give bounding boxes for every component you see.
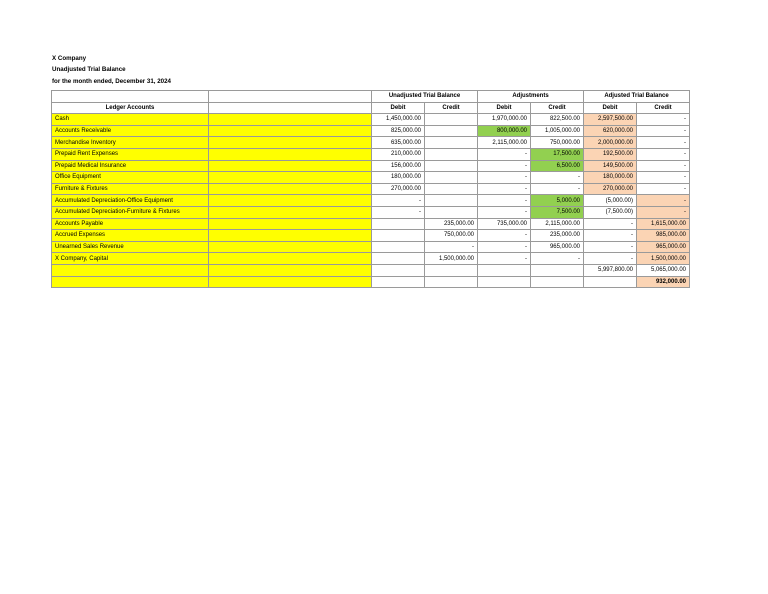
total-debit-cell[interactable]: 5,997,800.00 xyxy=(584,264,637,276)
value-cell-ud[interactable]: 270,000.00 xyxy=(372,183,425,195)
value-cell-tbc[interactable]: - xyxy=(637,114,690,126)
value-cell-ac[interactable]: 17,500.00 xyxy=(531,148,584,160)
table-row xyxy=(52,218,690,230)
cell-empty[interactable] xyxy=(478,264,531,276)
cell-empty[interactable] xyxy=(209,206,372,218)
value-cell-ad[interactable]: - xyxy=(478,195,531,207)
account-name-cell[interactable]: X Company, Capital xyxy=(52,253,209,265)
cell-empty[interactable] xyxy=(209,183,372,195)
column-header-row xyxy=(52,102,690,114)
value-cell-ud[interactable] xyxy=(372,230,425,242)
column-adjusted-debit[interactable]: Debit xyxy=(584,102,637,114)
table-row xyxy=(52,230,690,242)
cell-empty[interactable] xyxy=(372,276,425,288)
table-row xyxy=(52,114,690,126)
report-period: for the month ended, December 31, 2024 xyxy=(52,78,171,85)
value-cell-tbc[interactable]: - xyxy=(637,160,690,172)
value-cell-tbc[interactable]: 1,500,000.00 xyxy=(637,253,690,265)
cell-empty[interactable] xyxy=(425,264,478,276)
account-name-cell[interactable]: Prepaid Rent Expenses xyxy=(52,148,209,160)
value-cell-ud[interactable] xyxy=(372,241,425,253)
value-cell-uc[interactable] xyxy=(425,195,478,207)
trial-balance-table xyxy=(51,90,690,288)
column-adjusted-credit[interactable]: Credit xyxy=(637,102,690,114)
table-row xyxy=(52,206,690,218)
table-row xyxy=(52,241,690,253)
value-cell-tbc[interactable]: - xyxy=(637,183,690,195)
cell-empty[interactable] xyxy=(209,114,372,126)
account-name-cell[interactable]: Accrued Expenses xyxy=(52,230,209,242)
cell-empty[interactable] xyxy=(209,148,372,160)
value-cell-ad[interactable]: 1,970,000.00 xyxy=(478,114,531,126)
cell-empty[interactable] xyxy=(209,91,372,103)
cell-empty[interactable] xyxy=(584,276,637,288)
value-cell-ad[interactable]: - xyxy=(478,160,531,172)
account-name-cell[interactable]: Accounts Payable xyxy=(52,218,209,230)
column-unadjusted-debit[interactable]: Debit xyxy=(372,102,425,114)
table-row xyxy=(52,253,690,265)
value-cell-tbd[interactable]: (5,000.00) xyxy=(584,195,637,207)
value-cell-tbd[interactable]: 2,000,000.00 xyxy=(584,137,637,149)
value-cell-uc[interactable] xyxy=(425,125,478,137)
value-cell-ad[interactable]: - xyxy=(478,253,531,265)
value-cell-ac[interactable]: - xyxy=(531,183,584,195)
cell-empty[interactable] xyxy=(209,264,372,276)
value-cell-tbc[interactable]: - xyxy=(637,125,690,137)
value-cell-tbd[interactable]: - xyxy=(584,241,637,253)
report-title: Unadjusted Trial Balance xyxy=(52,66,126,73)
cell-empty[interactable] xyxy=(209,195,372,207)
value-cell-ud[interactable] xyxy=(372,253,425,265)
cell-empty[interactable] xyxy=(52,276,209,288)
value-cell-tbd[interactable]: 620,000.00 xyxy=(584,125,637,137)
cell-empty[interactable] xyxy=(209,253,372,265)
table-row xyxy=(52,125,690,137)
table-row xyxy=(52,172,690,184)
value-cell-tbd[interactable]: (7,500.00) xyxy=(584,206,637,218)
value-cell-uc[interactable]: - xyxy=(425,241,478,253)
value-cell-uc[interactable]: 235,000.00 xyxy=(425,218,478,230)
value-cell-ac[interactable]: 6,500.00 xyxy=(531,160,584,172)
value-cell-tbd[interactable]: - xyxy=(584,253,637,265)
totals-row xyxy=(52,264,690,276)
account-name-cell[interactable]: Prepaid Medical Insurance xyxy=(52,160,209,172)
value-cell-ad[interactable]: - xyxy=(478,172,531,184)
value-cell-uc[interactable]: 750,000.00 xyxy=(425,230,478,242)
account-name-cell[interactable]: Furniture & Fixtures xyxy=(52,183,209,195)
value-cell-uc[interactable]: 1,500,000.00 xyxy=(425,253,478,265)
value-cell-tbc[interactable]: - xyxy=(637,195,690,207)
company-name: X Company xyxy=(52,55,87,62)
value-cell-ac[interactable]: 822,500.00 xyxy=(531,114,584,126)
value-cell-ad[interactable]: 800,000.00 xyxy=(478,125,531,137)
value-cell-ad[interactable]: - xyxy=(478,206,531,218)
value-cell-tbc[interactable]: - xyxy=(637,206,690,218)
cell-empty[interactable] xyxy=(209,125,372,137)
account-name-cell[interactable]: Accounts Receivable xyxy=(52,125,209,137)
value-cell-tbd[interactable]: 270,000.00 xyxy=(584,183,637,195)
column-ledger-accounts[interactable]: Ledger Accounts xyxy=(52,102,209,114)
cell-empty[interactable] xyxy=(209,230,372,242)
account-name-cell[interactable]: Accumulated Depreciation-Office Equipment xyxy=(52,195,209,207)
value-cell-tbc[interactable]: - xyxy=(637,148,690,160)
cell-empty[interactable] xyxy=(478,276,531,288)
value-cell-ad[interactable]: - xyxy=(478,183,531,195)
value-cell-ad[interactable]: - xyxy=(478,148,531,160)
account-name-cell[interactable]: Merchandise Inventory xyxy=(52,137,209,149)
value-cell-ad[interactable]: - xyxy=(478,241,531,253)
column-adjustments-debit[interactable]: Debit xyxy=(478,102,531,114)
cell-empty[interactable] xyxy=(52,264,209,276)
cell-empty[interactable] xyxy=(52,91,209,103)
value-cell-tbc[interactable]: - xyxy=(637,172,690,184)
cell-empty[interactable] xyxy=(209,276,372,288)
value-cell-ud[interactable]: 156,000.00 xyxy=(372,160,425,172)
value-cell-ac[interactable]: 5,000.00 xyxy=(531,195,584,207)
value-cell-ud[interactable]: - xyxy=(372,195,425,207)
account-name-cell[interactable]: Accumulated Depreciation-Furniture & Fixtures xyxy=(52,206,209,218)
value-cell-tbd[interactable]: 2,597,500.00 xyxy=(584,114,637,126)
value-cell-tbd[interactable]: - xyxy=(584,218,637,230)
cell-empty[interactable] xyxy=(372,264,425,276)
difference-row xyxy=(52,276,690,288)
value-cell-tbc[interactable]: 1,615,000.00 xyxy=(637,218,690,230)
value-cell-uc[interactable] xyxy=(425,160,478,172)
value-cell-ac[interactable]: 750,000.00 xyxy=(531,137,584,149)
value-cell-ud[interactable]: 635,000.00 xyxy=(372,137,425,149)
cell-empty[interactable] xyxy=(425,276,478,288)
value-cell-tbd[interactable]: - xyxy=(584,230,637,242)
group-header-row xyxy=(52,91,690,103)
cell-empty[interactable] xyxy=(531,276,584,288)
value-cell-uc[interactable] xyxy=(425,206,478,218)
value-cell-ac[interactable]: - xyxy=(531,253,584,265)
value-cell-tbc[interactable]: 985,000.00 xyxy=(637,230,690,242)
value-cell-ad[interactable]: 2,115,000.00 xyxy=(478,137,531,149)
value-cell-ac[interactable]: 2,115,000.00 xyxy=(531,218,584,230)
group-adjusted[interactable]: Adjusted Trial Balance xyxy=(584,91,690,103)
value-cell-uc[interactable] xyxy=(425,183,478,195)
group-adjustments[interactable]: Adjustments xyxy=(478,91,584,103)
value-cell-ud[interactable]: 1,450,000.00 xyxy=(372,114,425,126)
value-cell-ac[interactable]: 1,005,000.00 xyxy=(531,125,584,137)
value-cell-ud[interactable]: 825,000.00 xyxy=(372,125,425,137)
difference-cell[interactable]: 932,000.00 xyxy=(637,276,690,288)
table-row xyxy=(52,137,690,149)
value-cell-ad[interactable]: 735,000.00 xyxy=(478,218,531,230)
value-cell-ud[interactable]: 210,000.00 xyxy=(372,148,425,160)
column-adjustments-credit[interactable]: Credit xyxy=(531,102,584,114)
group-unadjusted[interactable]: Unadjusted Trial Balance xyxy=(372,91,478,103)
account-name-cell[interactable]: Cash xyxy=(52,114,209,126)
value-cell-uc[interactable] xyxy=(425,114,478,126)
account-name-cell[interactable]: Unearned Sales Revenue xyxy=(52,241,209,253)
value-cell-ud[interactable]: 180,000.00 xyxy=(372,172,425,184)
value-cell-uc[interactable] xyxy=(425,137,478,149)
table-row xyxy=(52,195,690,207)
value-cell-uc[interactable] xyxy=(425,172,478,184)
account-name-cell[interactable]: Office Equipment xyxy=(52,172,209,184)
cell-empty[interactable] xyxy=(209,137,372,149)
cell-empty[interactable] xyxy=(209,102,372,114)
value-cell-tbd[interactable]: 192,500.00 xyxy=(584,148,637,160)
value-cell-ac[interactable]: 235,000.00 xyxy=(531,230,584,242)
value-cell-tbd[interactable]: 180,000.00 xyxy=(584,172,637,184)
cell-empty[interactable] xyxy=(209,241,372,253)
value-cell-ud[interactable] xyxy=(372,218,425,230)
table-row xyxy=(52,183,690,195)
cell-empty[interactable] xyxy=(209,218,372,230)
total-credit-cell[interactable]: 5,065,000.00 xyxy=(637,264,690,276)
value-cell-ac[interactable]: - xyxy=(531,172,584,184)
column-unadjusted-credit[interactable]: Credit xyxy=(425,102,478,114)
value-cell-ac[interactable]: 965,000.00 xyxy=(531,241,584,253)
value-cell-tbd[interactable]: 149,500.00 xyxy=(584,160,637,172)
cell-empty[interactable] xyxy=(209,160,372,172)
value-cell-ad[interactable]: - xyxy=(478,230,531,242)
value-cell-ud[interactable]: - xyxy=(372,206,425,218)
table-row xyxy=(52,148,690,160)
value-cell-tbc[interactable]: - xyxy=(637,137,690,149)
table-row xyxy=(52,160,690,172)
value-cell-ac[interactable]: 7,500.00 xyxy=(531,206,584,218)
cell-empty[interactable] xyxy=(209,172,372,184)
cell-empty[interactable] xyxy=(531,264,584,276)
value-cell-tbc[interactable]: 965,000.00 xyxy=(637,241,690,253)
value-cell-uc[interactable] xyxy=(425,148,478,160)
